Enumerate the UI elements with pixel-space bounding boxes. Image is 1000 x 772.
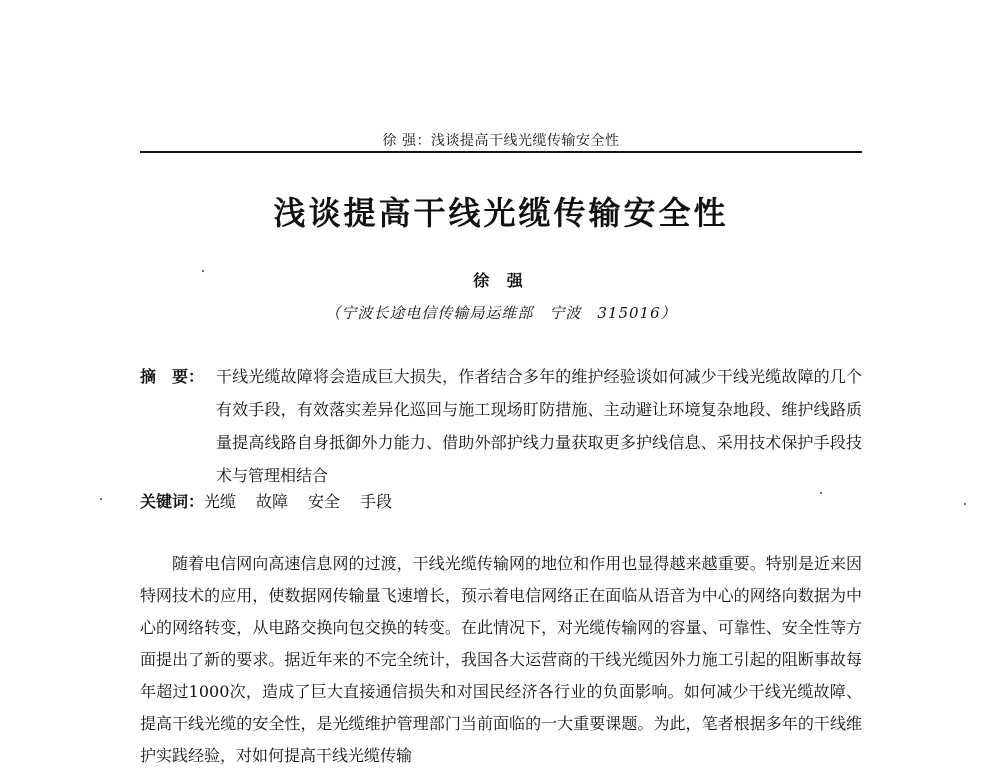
keyword: 故障 <box>256 492 289 511</box>
abstract-label: 摘 要： <box>140 367 205 386</box>
scan-speck <box>202 270 204 272</box>
keywords-label: 关键词： <box>140 492 205 511</box>
header-rule <box>140 151 862 153</box>
body-paragraph: 随着电信网向高速信息网的过渡，干线光缆传输网的地位和作用也显得越来越重要。特别是近来因特网技术的应用，使数据网传输量飞速增长，预示着电信网络正在面临从语音为中心的网络向数据为中心的网络转变，从电路交换向包交换的转变。在此情况下，对光缆传输网的容量、可靠性、安全性等方面提出了新的要求。据近年来的不完全统计，我国各大运营商的干线光缆因外力施工引起的阻断事故每年超过1000次，造成了巨大直接通信损失和对国民经济各行业的负面影响。如何减少干线光缆故障、提高干线光缆的安全性，是光缆维护管理部门当前面临的一大重要课题。为此，笔者根据多年的干线维护实践经验，对如何提高干线光缆传输 <box>140 554 862 765</box>
author-name: 徐 强 <box>473 271 529 290</box>
paper-title: 浅谈提高干线光缆传输安全性 <box>273 194 729 232</box>
keyword: 安全 <box>308 492 341 511</box>
scan-speck <box>100 498 102 500</box>
keywords-block <box>140 490 862 514</box>
scan-speck <box>964 503 966 505</box>
running-head: 徐 强：浅谈提高干线光缆传输安全性 <box>382 133 620 149</box>
author-affiliation: （宁波长途电信传输局运维部 宁波 315016） <box>325 304 677 322</box>
abstract-block <box>140 360 862 492</box>
keyword: 光缆 <box>204 492 237 511</box>
keyword: 手段 <box>360 492 393 511</box>
abstract-text: 干线光缆故障将会造成巨大损失，作者结合多年的维护经验谈如何减少干线光缆故障的几个有效手段，有效落实差异化巡回与施工现场盯防措施、主动避让环境复杂地段、维护线路质量提高线路自身抵御外力能力、借助外部护线力量获取更多护线信息、采用技术保护手段技术与管理相结合 <box>216 367 862 485</box>
scan-speck <box>820 492 822 494</box>
